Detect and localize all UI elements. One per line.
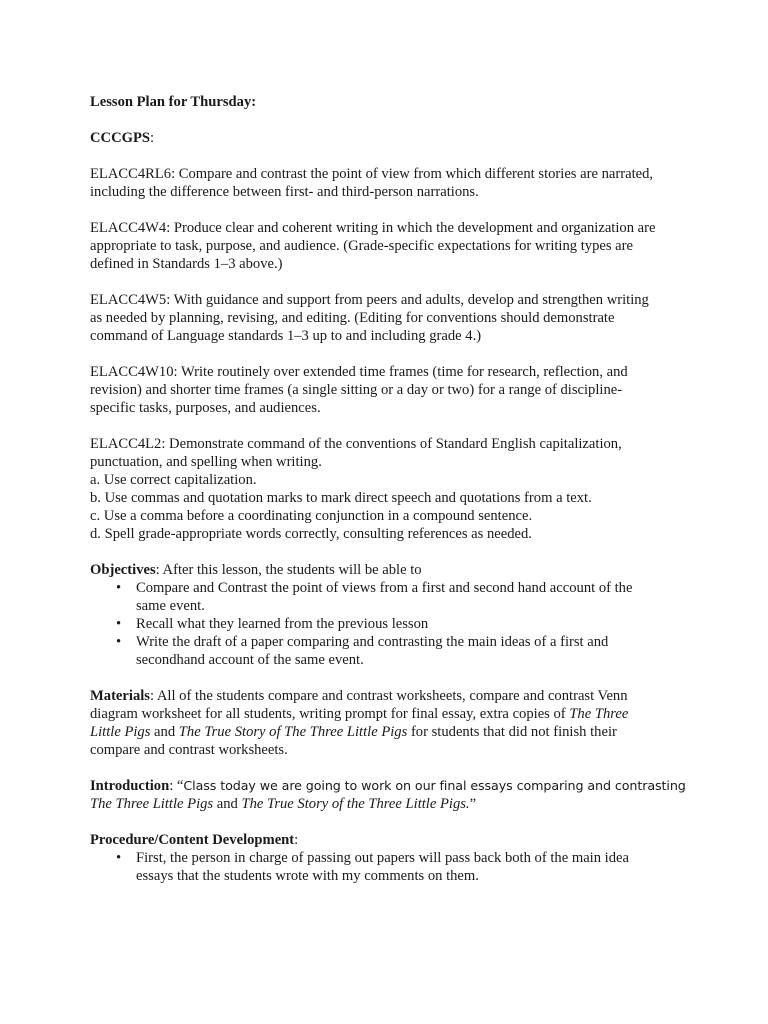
bullet-icon: •: [116, 850, 122, 866]
standard-subitem: c. Use a comma before a coordinating conjunction in a compound sentence.: [90, 508, 533, 524]
book-title: The Three: [569, 706, 629, 722]
objectives-list: [90, 579, 690, 669]
book-title: The Three Little Pigs: [90, 796, 214, 812]
standard-line: including the difference between first- and third-person narrations.: [90, 184, 479, 200]
introduction-quote: Class today we are going to work on our final essays comparing and contrasting: [183, 778, 686, 793]
standard-subitem: d. Spell grade-appropriate words correctly, consulting references as needed.: [90, 526, 532, 542]
standard-line: defined in Standards 1–3 above.): [90, 256, 283, 272]
materials-paragraph: [90, 687, 690, 759]
list-item: [90, 633, 690, 669]
bullet-icon: •: [116, 634, 122, 650]
list-item-line: Compare and Contrast the point of views from a first and second hand account of the: [136, 580, 633, 596]
standard-line: punctuation, and spelling when writing.: [90, 454, 322, 470]
objectives-intro: : After this lesson, the students will be able to: [155, 562, 422, 578]
lesson-plan-document: [90, 93, 690, 903]
standard-line: command of Language standards 1–3 up to and including grade 4.): [90, 328, 482, 344]
introduction-text: ”: [469, 796, 477, 812]
standard-elacc4w10: [90, 363, 690, 417]
procedure-list: [90, 849, 690, 885]
standard-elacc4w4: [90, 219, 690, 273]
book-title: Little Pigs: [90, 724, 151, 740]
list-item-line: essays that the students wrote with my comments on them.: [136, 868, 479, 884]
bullet-icon: •: [116, 616, 122, 632]
procedure-label: Procedure/Content Development: [90, 832, 295, 848]
book-title: The True Story of the Three Little Pigs.: [241, 796, 470, 812]
list-item-line: same event.: [136, 598, 205, 614]
introduction-colon: : “: [169, 778, 184, 794]
standard-subitem: a. Use correct capitalization.: [90, 472, 257, 488]
standard-line: as needed by planning, revising, and editing. (Editing for conventions should demonstrate: [90, 310, 615, 326]
standard-elacc4w5: [90, 291, 690, 345]
list-item: [90, 849, 690, 885]
list-item-line: secondhand account of the same event.: [136, 652, 364, 668]
introduction-label: Introduction: [90, 778, 170, 794]
procedure-heading: [90, 831, 690, 849]
introduction-line: [90, 795, 690, 813]
materials-line: compare and contrast worksheets.: [90, 742, 288, 758]
bullet-icon: •: [116, 580, 122, 596]
standards-heading: [90, 129, 690, 147]
standard-elacc4l2: [90, 435, 690, 543]
introduction-paragraph: [90, 777, 690, 813]
standard-line: ELACC4W5: With guidance and support from peers and adults, develop and strengthen writing: [90, 292, 649, 308]
list-item: [90, 615, 690, 633]
procedure-colon: :: [294, 832, 299, 848]
standard-line: ELACC4L2: Demonstrate command of the conventions of Standard English capitalization,: [90, 436, 622, 452]
objectives-heading: [90, 561, 690, 579]
materials-text: and: [150, 724, 179, 740]
standard-elacc4rl6: [90, 165, 690, 201]
materials-line: [90, 687, 690, 705]
standard-line: ELACC4RL6: Compare and contrast the point of view from which different stories are narrated,: [90, 166, 654, 182]
list-item-line: Recall what they learned from the previous lesson: [136, 616, 429, 632]
materials-label: Materials: [90, 688, 150, 704]
book-title: The True Story of The Three Little Pigs: [178, 724, 408, 740]
materials-text: : All of the students compare and contrast worksheets, compare and contrast Venn: [149, 688, 628, 704]
standard-line: ELACC4W10: Write routinely over extended time frames (time for research, reflection, and: [90, 364, 628, 380]
standards-heading-label: CCCGPS: [90, 130, 150, 146]
standard-line: specific tasks, purposes, and audiences.: [90, 400, 321, 416]
introduction-text: and: [213, 796, 242, 812]
materials-text: diagram worksheet for all students, writing prompt for final essay, extra copies of: [90, 706, 570, 722]
standard-line: revision) and shorter time frames (a single sitting or a day or two) for a range of discipline-: [90, 382, 623, 398]
document-title: [90, 93, 690, 111]
standard-line: ELACC4W4: Produce clear and coherent writing in which the development and organization are: [90, 220, 656, 236]
objectives-label: Objectives: [90, 562, 156, 578]
list-item: [90, 579, 690, 615]
introduction-line: [90, 777, 690, 795]
materials-text: for students that did not finish their: [407, 724, 617, 740]
standards-heading-colon: :: [150, 130, 155, 146]
standard-subitem: b. Use commas and quotation marks to mark direct speech and quotations from a text.: [90, 490, 592, 506]
materials-line: [90, 705, 690, 723]
document-title-text: Lesson Plan for Thursday:: [90, 94, 257, 110]
materials-line: [90, 723, 690, 741]
list-item-line: Write the draft of a paper comparing and contrasting the main ideas of a first and: [136, 634, 609, 650]
standard-line: appropriate to task, purpose, and audience. (Grade-specific expectations for writing types are: [90, 238, 633, 254]
list-item-line: First, the person in charge of passing out papers will pass back both of the main idea: [136, 850, 629, 866]
